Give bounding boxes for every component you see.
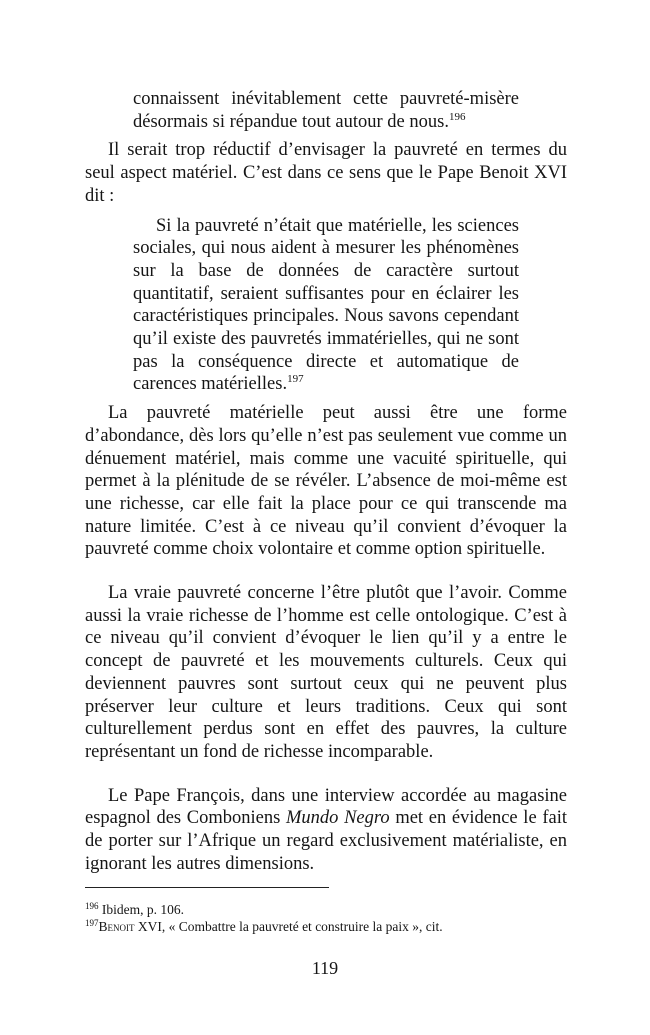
paragraph-text: Le Pape François, dans une interview accordée au magasine espagnol des Comboniens <box>85 785 567 829</box>
quote-text: connaissent inévitablement cette pauvreté-misère désormais si répandue tout autour de nous. <box>133 89 519 132</box>
paragraph-2: La pauvreté matérielle peut aussi être une forme d’abondance, dès lors qu’elle n’est pas seulement vue comme un dénuement matériel, mais comme une vacuité spirituelle, qui permet à la plénitude de se révéler. L’absence de moi-même est une richesse, car elle fait la place pour ce qui transcende ma nature limitée. C’est à ce niveau qu’il convient d’évoquer la pauvreté comme choix volontaire et comme option spirituelle. <box>85 403 567 560</box>
paragraph-text: met en évidence le fait de porter sur l’Afrique un regard exclusivement matérialiste, en ignorant les autres dimensions. <box>85 808 567 874</box>
footnote-197 <box>85 918 567 935</box>
page-number: 119 <box>311 958 339 978</box>
footnote-text: XVI, « Combattre la pauvreté et construire la paix », cit. <box>134 919 443 934</box>
page-body <box>85 88 567 876</box>
block-quote-2 <box>133 215 519 397</box>
footnotes <box>85 901 567 935</box>
footnote-author: Benoit <box>98 919 135 934</box>
footnote-ref[interactable]: 197 <box>287 373 304 386</box>
footnote-number: 196 <box>85 901 99 911</box>
footnote-number: 197 <box>85 918 99 928</box>
footnote-text: Ibidem, p. 106. <box>98 902 184 917</box>
footnote-196 <box>85 901 567 918</box>
paragraph-1: Il serait trop réductif d’envisager la pauvreté en termes du seul aspect matériel. C’est dans ce sens que le Pape Benoit XVI dit : <box>85 140 567 206</box>
quote-paragraph <box>133 215 519 397</box>
quote-text: Si la pauvreté n’était que matérielle, les sciences sociales, qui nous aident à mesurer les phénomènes sur la base de données de caractère surtout quantitatif, seraient suffisantes pour en éclairer les caractéristiques principales. Nous savons cependant qu’il existe des pauvretés immatérielles, qui ne sont pas la conséquence directe et automatique de carences matérielles. <box>133 215 519 395</box>
paragraph-3: La vraie pauvreté concerne l’être plutôt que l’avoir. Comme aussi la vraie richesse de l’homme est celle ontologique. C’est à ce niveau qu’il convient d’évoquer le lien qu’il y a entre le concept de pauvreté et les mouvements culturels. Ceux qui deviennent pauvres sont surtout ceux qui ne peuvent plus préserver leur culture et leurs traditions. Ceux qui sont culturellement perdus sont en effet des pauvres, la culture représentant un fond de richesse incomparable. <box>85 583 567 762</box>
block-quote-1 <box>133 88 519 133</box>
footnote-ref[interactable]: 196 <box>448 110 466 123</box>
footnote-separator <box>85 887 329 888</box>
paragraph-4 <box>85 785 567 876</box>
magazine-title: Mundo Negro <box>286 808 390 829</box>
quote-paragraph <box>133 88 519 133</box>
